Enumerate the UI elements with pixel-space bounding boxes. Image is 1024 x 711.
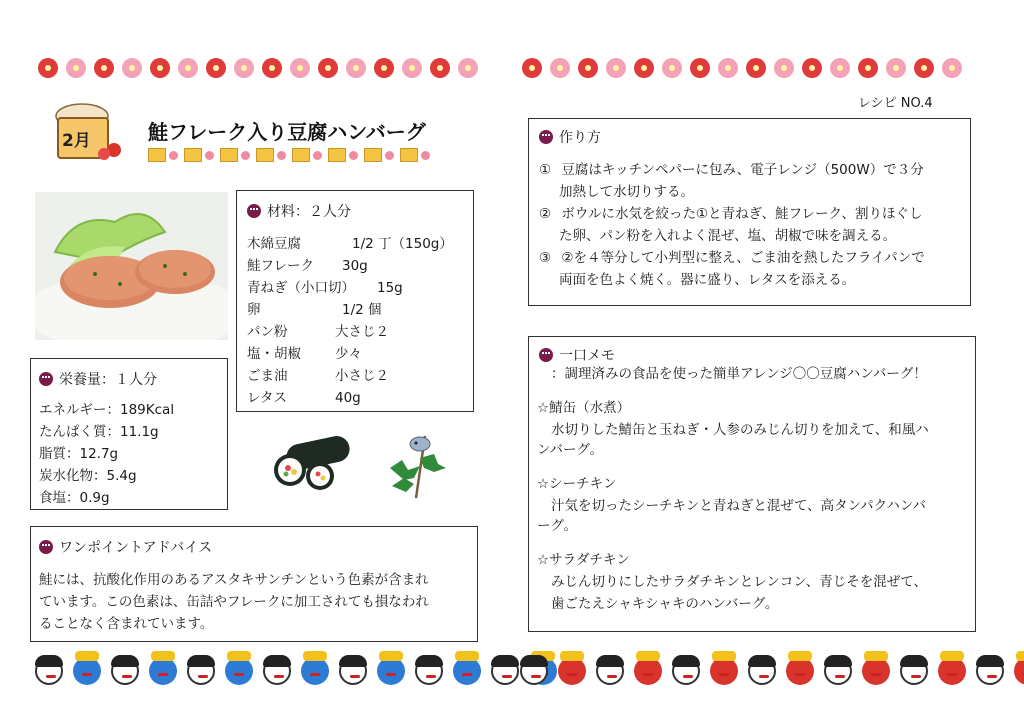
plum-blossom-icon — [346, 58, 366, 78]
top-plum-border-right — [522, 58, 970, 78]
okame-face-icon — [748, 657, 776, 685]
oni-face-icon — [39, 540, 53, 554]
plum-blossom-icon — [802, 58, 822, 78]
oni-face-icon — [247, 204, 261, 218]
tofu-icon — [220, 148, 238, 162]
method-step: ② ボウルに水気を絞った①と青ねぎ、鮭フレーク、割りほぐし — [539, 206, 923, 222]
month-label: 2月 — [62, 131, 91, 151]
oni-face-icon — [558, 657, 586, 685]
method-step: ① 豆腐はキッチンペパーに包み、電子レンジ（500W）で３分 — [539, 162, 924, 178]
bottom-face-border-left — [35, 657, 567, 685]
hiiragi-iwashi-icon — [380, 428, 450, 504]
ingredients-box — [236, 190, 474, 412]
flower-icon — [277, 151, 286, 160]
okame-face-icon — [111, 657, 139, 685]
plum-blossom-icon — [38, 58, 58, 78]
tofu-icon — [400, 148, 418, 162]
plum-blossom-icon — [718, 58, 738, 78]
oni-face-icon — [149, 657, 177, 685]
plum-blossom-icon — [94, 58, 114, 78]
method-step-cont: 両面を色よく焼く。器に盛り、レタスを添える。 — [559, 272, 856, 288]
plum-blossom-icon — [430, 58, 450, 78]
okame-face-icon — [263, 657, 291, 685]
memo-variant-name: ☆シーチキン — [537, 476, 617, 492]
nutrition-item: 食塩：0.9g — [39, 490, 110, 506]
oni-face-icon — [1014, 657, 1024, 685]
plum-blossom-icon — [662, 58, 682, 78]
ingredient-row: 木綿豆腐 1/2 丁（150g） — [247, 236, 453, 252]
advice-header: ワンポイントアドバイス — [59, 540, 213, 556]
memo-variant-line: 水切りした鯖缶と玉ねぎ・人参のみじん切りを加えて、和風ハ — [551, 422, 929, 438]
oni-face-icon — [39, 372, 53, 386]
ehomaki-icon — [268, 432, 358, 496]
advice-line: ることなく含まれています。 — [39, 616, 214, 632]
memo-variant-name: ☆サラダチキン — [537, 552, 630, 568]
okame-face-icon — [415, 657, 443, 685]
ingredients-header: 材料：２人分 — [267, 204, 351, 220]
flower-icon — [385, 151, 394, 160]
method-header: 作り方 — [559, 130, 601, 146]
plum-blossom-icon — [606, 58, 626, 78]
nutrition-item: たんぱく質：11.1g — [39, 424, 159, 440]
memo-variant-line: 歯ごたえシャキシャキのハンバーグ。 — [551, 596, 779, 612]
plum-blossom-icon — [178, 58, 198, 78]
memo-header: 一口メモ — [559, 348, 615, 364]
tofu-icon — [292, 148, 310, 162]
food-photo — [35, 192, 228, 340]
ingredient-row: 卵 1/2 個 — [247, 302, 382, 318]
tofu-icon — [184, 148, 202, 162]
tofu-icon — [256, 148, 274, 162]
plum-blossom-icon — [634, 58, 654, 78]
plum-blossom-icon — [830, 58, 850, 78]
memo-box — [528, 336, 976, 632]
nutrition-item: エネルギー：189Kcal — [39, 402, 175, 418]
okame-face-icon — [596, 657, 624, 685]
oni-face-icon — [453, 657, 481, 685]
okame-face-icon — [824, 657, 852, 685]
flower-icon — [169, 151, 178, 160]
plum-blossom-icon — [402, 58, 422, 78]
oni-face-icon — [710, 657, 738, 685]
oni-face-icon — [862, 657, 890, 685]
method-step-cont: た卵、パン粉を入れよく混ぜ、塩、胡椒で味を調える。 — [559, 228, 897, 244]
ingredient-row: 鮭フレーク 30g — [247, 258, 368, 274]
plum-blossom-icon — [942, 58, 962, 78]
plum-blossom-icon — [318, 58, 338, 78]
plum-blossom-icon — [122, 58, 142, 78]
tofu-icon — [328, 148, 346, 162]
advice-box — [30, 526, 478, 642]
method-step-cont: 加熱して水切りする。 — [559, 184, 694, 200]
oni-face-icon — [301, 657, 329, 685]
flower-icon — [205, 151, 214, 160]
memo-variant-line: ンバーグ。 — [537, 442, 604, 458]
ingredient-row: レタス 40g — [247, 390, 361, 406]
ingredient-row: パン粉 大さじ２ — [247, 324, 389, 340]
oni-face-icon — [539, 130, 553, 144]
flower-icon — [313, 151, 322, 160]
plum-blossom-icon — [206, 58, 226, 78]
plum-blossom-icon — [550, 58, 570, 78]
plum-blossom-icon — [290, 58, 310, 78]
plum-blossom-icon — [690, 58, 710, 78]
memo-variant-line: みじん切りにしたサラダチキンとレンコン、青じそを混ぜて、 — [551, 574, 928, 590]
okame-face-icon — [339, 657, 367, 685]
memo-variant-line: ーグ。 — [537, 518, 577, 534]
tofu-icon — [364, 148, 382, 162]
okame-face-icon — [35, 657, 63, 685]
oni-face-icon — [786, 657, 814, 685]
month-badge — [52, 100, 124, 162]
oni-face-icon — [938, 657, 966, 685]
recipe-number: レシピ NO.4 — [858, 96, 933, 111]
plum-blossom-icon — [914, 58, 934, 78]
oni-face-icon — [634, 657, 662, 685]
plum-blossom-icon — [578, 58, 598, 78]
nutrition-box — [30, 358, 228, 510]
plum-blossom-icon — [746, 58, 766, 78]
memo-intro: ：調理済みの食品を使った簡単アレンジ〇〇豆腐ハンバーグ！ — [551, 366, 927, 382]
oni-face-icon — [225, 657, 253, 685]
top-plum-border-left — [38, 58, 486, 78]
oni-face-icon — [377, 657, 405, 685]
method-step: ③ ②を４等分して小判型に整え、ごま油を熱したフライパンで — [539, 250, 925, 266]
oni-face-icon — [73, 657, 101, 685]
plum-blossom-icon — [774, 58, 794, 78]
plum-blossom-icon — [234, 58, 254, 78]
memo-variant-name: ☆鯖缶（水煮） — [537, 400, 631, 416]
plum-blossom-icon — [522, 58, 542, 78]
tofu-icon — [148, 148, 166, 162]
flower-icon — [241, 151, 250, 160]
memo-variant-line: 汁気を切ったシーチキンと青ねぎと混ぜて、高タンパクハンバ — [551, 498, 926, 514]
ingredient-row: 塩・胡椒 少々 — [247, 346, 362, 362]
flower-icon — [421, 151, 430, 160]
plum-blossom-icon — [66, 58, 86, 78]
title-decoration-strip — [148, 148, 436, 162]
page-title: 鮭フレーク入り豆腐ハンバーグ — [148, 120, 426, 144]
nutrition-header: 栄養量：１人分 — [59, 372, 157, 388]
advice-line: 鮭には、抗酸化作用のあるアスタキサンチンという色素が含まれ — [39, 572, 429, 588]
okame-face-icon — [187, 657, 215, 685]
okame-face-icon — [672, 657, 700, 685]
advice-line: ています。この色素は、缶詰やフレークに加工されても損なわれ — [39, 594, 429, 610]
oni-face-icon — [539, 348, 553, 362]
bottom-face-border-right — [520, 657, 1024, 685]
plum-blossom-icon — [886, 58, 906, 78]
ingredient-row: 青ねぎ（小口切） 15g — [247, 280, 403, 296]
plum-blossom-icon — [858, 58, 878, 78]
plum-blossom-icon — [458, 58, 478, 78]
plum-blossom-icon — [374, 58, 394, 78]
nutrition-item: 脂質：12.7g — [39, 446, 119, 462]
nutrition-item: 炭水化物：5.4g — [39, 468, 137, 484]
okame-face-icon — [900, 657, 928, 685]
method-box — [528, 118, 971, 306]
ingredient-row: ごま油 小さじ２ — [247, 368, 389, 384]
okame-face-icon — [976, 657, 1004, 685]
okame-face-icon — [491, 657, 519, 685]
plum-blossom-icon — [262, 58, 282, 78]
okame-face-icon — [520, 657, 548, 685]
flower-icon — [349, 151, 358, 160]
plum-blossom-icon — [150, 58, 170, 78]
